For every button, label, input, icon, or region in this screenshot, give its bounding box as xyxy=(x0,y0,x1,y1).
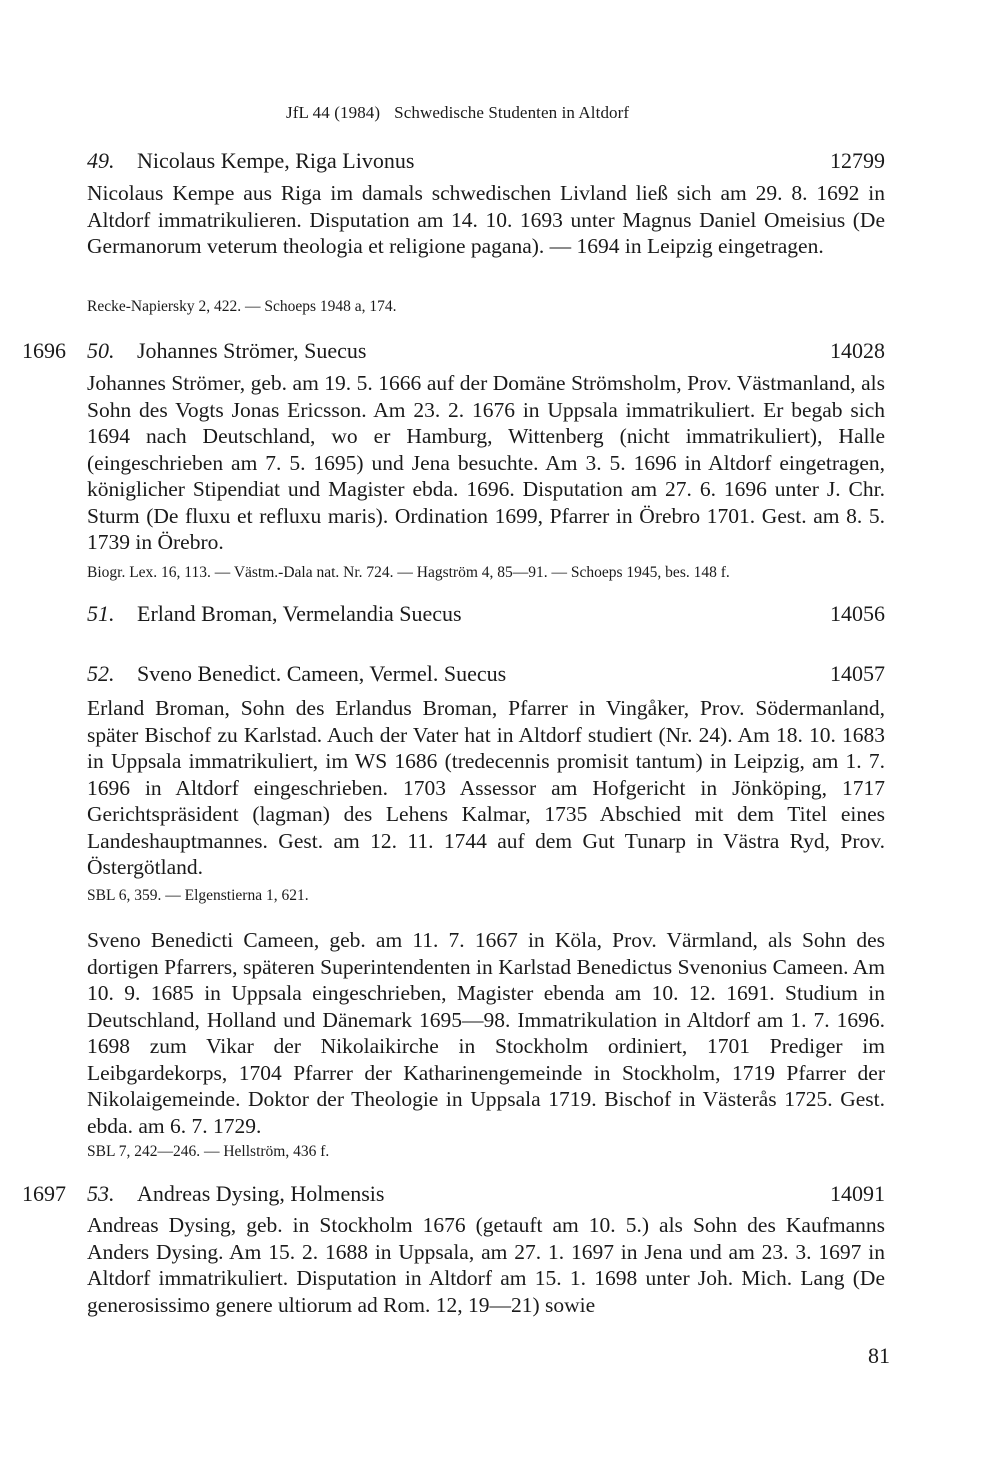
entry-text: Andreas Dysing, geb. in Stockholm 1676 (getauft am 10. 5.) als Sohn des Kaufmanns Anders Dysing. Am 15. 2. 1688 in Uppsala, am 27. 1. 1697 in Jena und am 23. 3. 1697 in Altdorf immatrikuliert. Disputation in Altdorf am 15. 1. 1698 unter Joh. Mich. Lang (De generosissimo genere ultiorum ad Rom. 12, 19—21) sowie xyxy=(87,1213,885,1317)
journal-reference: JfL 44 (1984) xyxy=(286,103,381,122)
page-number: 81 xyxy=(868,1343,890,1368)
entry-name: Johannes Strömer, Suecus xyxy=(137,338,367,363)
entry-number: 49. xyxy=(87,148,115,173)
entry-number: 52. xyxy=(87,661,115,686)
entry-heading xyxy=(87,147,885,175)
entry-number: 50. xyxy=(87,338,115,363)
matriculation-id: 14091 xyxy=(830,1181,885,1206)
entry-heading xyxy=(87,1180,885,1208)
entry-references: SBL 6, 359. — Elgenstierna 1, 621. xyxy=(87,887,309,904)
matriculation-id: 14056 xyxy=(830,601,885,626)
article-title: Schwedische Studenten in Altdorf xyxy=(394,103,630,122)
running-head xyxy=(286,103,629,123)
entry-number: 51. xyxy=(87,601,115,626)
entry-heading xyxy=(87,660,885,688)
entry-text: Erland Broman, Sohn des Erlandus Broman, Pfarrer in Vingåker, Prov. Södermanland, später Bischof zu Karlstad. Auch der Vater hat in Altdorf studiert (Nr. 24). Am 18. 10. 1683 in Uppsala immatrikuliert, im WS 1686 (tredecennis promisit tantum) in Leipzig, am 1. 7. 1696 in Altdorf eingeschrieben. 1703 Assessor am Hofgericht in Jönköping, 1717 Gerichtspräsident (lagman) des Lehens Kalmar, 1735 Abschied mit dem Titel eines Landeshauptmannes. Gest. am 12. 11. 1744 auf dem Gut Tunarp in Västra Ryd, Prov. Östergötland. xyxy=(87,696,885,879)
entry-references: Recke-Napiersky 2, 422. — Schoeps 1948 a, 174. xyxy=(87,298,397,315)
entry-name: Sveno Benedict. Cameen, Vermel. Suecus xyxy=(137,661,507,686)
entry-text: Nicolaus Kempe aus Riga im damals schwedischen Livland ließ sich am 29. 8. 1692 in Altdorf immatrikulieren. Disputation am 14. 10. 1693 unter Magnus Daniel Omeisius (De Germanorum veterum theologia et religione pagana). — 1694 in Leipzig eingetragen. xyxy=(87,181,885,258)
matriculation-id: 14057 xyxy=(830,661,885,686)
entry-name: Nicolaus Kempe, Riga Livonus xyxy=(137,148,415,173)
matriculation-id: 12799 xyxy=(830,148,885,173)
entry-name: Erland Broman, Vermelandia Suecus xyxy=(137,601,462,626)
year-marker: 1696 xyxy=(22,338,66,363)
entry-number: 53. xyxy=(87,1181,115,1206)
entry-references: SBL 7, 242—246. — Hellström, 436 f. xyxy=(87,1143,330,1160)
entry-name: Andreas Dysing, Holmensis xyxy=(137,1181,385,1206)
entry-text: Johannes Strömer, geb. am 19. 5. 1666 auf der Domäne Strömsholm, Prov. Västmanland, als Sohn des Vogts Jonas Ericsson. Am 23. 2. 1676 in Uppsala immatrikuliert. Er begab sich 1694 nach Deutschland, wo er Hamburg, Wittenberg (nicht immatrikuliert), Halle (eingeschrieben am 7. 5. 1695) und Jena besuchte. Am 3. 5. 1696 in Altdorf eingetragen, königlicher Stipendiat und Magister ebda. 1696. Disputation am 27. 6. 1696 unter J. Chr. Sturm (De fluxu et refluxu maris). Ordination 1699, Pfarrer in Örebro 1701. Gest. am 8. 5. 1739 in Örebro. xyxy=(87,371,885,554)
entry-heading xyxy=(87,337,885,365)
entry-heading xyxy=(87,600,885,628)
entry-text: Sveno Benedicti Cameen, geb. am 11. 7. 1667 in Köla, Prov. Värmland, als Sohn des dortigen Pfarrers, späteren Superintendenten in Karlstad Benedictus Svenonius Cameen. Am 10. 9. 1685 in Uppsala eingeschrieben, Magister ebenda am 10. 12. 1691. Studium in Deutschland, Holland und Dänemark 1695—98. Immatrikulation in Altdorf am 1. 7. 1696. 1698 zum Vikar der Nikolaikirche in Stockholm ordiniert, 1701 Prediger im Leibgardekorps, 1704 Pfarrer der Katharinengemeinde in Stockholm, 1719 Pfarrer der Nikolaigemeinde. Doktor der Theologie in Uppsala 1719. Bischof in Västerås 1725. Gest. ebda. am 6. 7. 1729. xyxy=(87,928,885,1138)
matriculation-id: 14028 xyxy=(830,338,885,363)
year-marker: 1697 xyxy=(22,1181,66,1206)
entry-references: Biogr. Lex. 16, 113. — Västm.-Dala nat. Nr. 724. — Hagström 4, 85—91. — Schoeps 1945, bes. 148 f. xyxy=(87,564,730,581)
